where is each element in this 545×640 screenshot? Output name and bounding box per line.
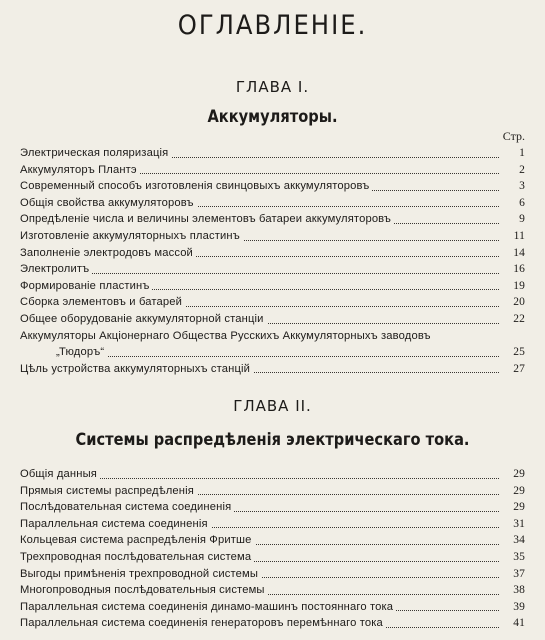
page-column-header: Стр. bbox=[502, 129, 525, 143]
toc-entry-page: 37 bbox=[501, 566, 525, 583]
toc-entry-page: 34 bbox=[501, 532, 525, 549]
toc-entry bbox=[20, 549, 525, 566]
chapter-1-subtitle: Аккумуляторы. bbox=[207, 107, 338, 127]
toc-entry-title: Формированіе пластинъ bbox=[20, 280, 152, 292]
toc-entry-page: 29 bbox=[501, 483, 525, 500]
page-title: ОГЛАВЛЕНІЕ. bbox=[177, 10, 368, 41]
chapter-1-heading: ГЛАВА I. bbox=[235, 78, 310, 96]
toc-entry-page: 14 bbox=[501, 245, 525, 262]
toc-entry bbox=[20, 311, 525, 328]
toc-entry-page: 25 bbox=[501, 344, 525, 361]
toc-entry-page: 9 bbox=[501, 211, 525, 228]
toc-entry-title: Общее оборудованіе аккумуляторной станціи bbox=[20, 313, 267, 325]
toc-entry-page: 29 bbox=[501, 466, 525, 483]
toc-entry-title: Общія свойства аккумуляторовъ bbox=[20, 197, 197, 209]
toc-entry-title: „Тюдоръ“ bbox=[20, 346, 107, 358]
toc-entry bbox=[20, 261, 525, 278]
toc-entry-page: 19 bbox=[501, 278, 525, 295]
toc-entry-title: Параллельная система соединенія динамо-машинъ постояннаго тока bbox=[20, 601, 396, 613]
toc-entry-title: Трехпроводная послѣдовательная система bbox=[20, 551, 254, 563]
toc-entry bbox=[20, 566, 525, 583]
chapter-2-entries bbox=[20, 466, 525, 632]
toc-entry bbox=[20, 145, 525, 162]
toc-entry bbox=[20, 228, 525, 245]
toc-entry-page: 1 bbox=[501, 145, 525, 162]
toc-entry-title: Современный способъ изготовленія свинцовыхъ аккумуляторовъ bbox=[20, 180, 372, 192]
toc-entry-title: Заполненіе электродовъ массой bbox=[20, 247, 196, 259]
toc-entry-title: Параллельная система соединенія генераторовъ перемѣннаго тока bbox=[20, 617, 386, 629]
toc-entry-page: 16 bbox=[501, 261, 525, 278]
toc-entry-title: Изготовленіе аккумуляторныхъ пластинъ bbox=[20, 230, 243, 242]
chapter-2-subtitle: Системы распредѣленія электрическаго тока. bbox=[75, 430, 470, 450]
toc-entry-title: Электрическая поляризація bbox=[20, 147, 171, 159]
toc-entry bbox=[20, 499, 525, 516]
chapter-2-heading: ГЛАВА II. bbox=[233, 397, 312, 415]
toc-entry-page: 3 bbox=[501, 178, 525, 195]
toc-entry bbox=[20, 361, 525, 378]
toc-entry bbox=[20, 278, 525, 295]
toc-entry-title: Послѣдовательная система соединенія bbox=[20, 501, 234, 513]
toc-entry-page: 20 bbox=[501, 294, 525, 311]
toc-entry-title: Многопроводныя послѣдовательныя системы bbox=[20, 584, 268, 596]
toc-entry-page: 39 bbox=[501, 599, 525, 616]
toc-entry bbox=[20, 245, 525, 262]
toc-entry bbox=[20, 615, 525, 632]
toc-entry-title: Кольцевая система распредѣленія Фритше bbox=[20, 534, 255, 546]
chapter-1-entries bbox=[20, 145, 525, 377]
toc-entry-page: 29 bbox=[501, 499, 525, 516]
toc-entry-title: Прямыя системы распредѣленія bbox=[20, 485, 197, 497]
toc-entry bbox=[20, 466, 525, 483]
toc-entry-title: Цѣль устройства аккумуляторныхъ станцій bbox=[20, 363, 253, 375]
toc-entry-page: 11 bbox=[501, 228, 525, 245]
toc-entry-title: Электролитъ bbox=[20, 263, 92, 275]
toc-entry-page: 31 bbox=[501, 516, 525, 533]
toc-entry-title: Выгоды примѣненія трехпроводной системы bbox=[20, 568, 261, 580]
toc-entry bbox=[20, 483, 525, 500]
toc-entry bbox=[20, 328, 525, 345]
toc-entry-title: Опредѣленіе числа и величины элементовъ батареи аккумуляторовъ bbox=[20, 213, 394, 225]
toc-entry-title: Общія данныя bbox=[20, 468, 100, 480]
toc-entry bbox=[20, 162, 525, 179]
toc-entry-page: 6 bbox=[501, 195, 525, 212]
toc-entry-page: 27 bbox=[501, 361, 525, 378]
toc-entry-title: Параллельная система соединенія bbox=[20, 518, 211, 530]
toc-entry bbox=[20, 195, 525, 212]
toc-entry-page: 35 bbox=[501, 549, 525, 566]
toc-entry-page: 38 bbox=[501, 582, 525, 599]
toc-entry-title: Сборка элементовъ и батарей bbox=[20, 296, 185, 308]
toc-entry-title: Аккумуляторы Акціонернаго Общества Русскихъ Аккумуляторныхъ заводовъ bbox=[20, 330, 434, 342]
toc-entry-page: 22 bbox=[501, 311, 525, 328]
toc-entry bbox=[20, 516, 525, 533]
toc-entry bbox=[20, 294, 525, 311]
toc-entry bbox=[20, 599, 525, 616]
toc-entry bbox=[20, 532, 525, 549]
toc-entry bbox=[20, 344, 525, 361]
toc-entry-title: Аккумуляторъ Плантэ bbox=[20, 164, 140, 176]
toc-entry bbox=[20, 211, 525, 228]
toc-entry bbox=[20, 178, 525, 195]
toc-entry-page: 41 bbox=[501, 615, 525, 632]
toc-entry-page: 2 bbox=[501, 162, 525, 179]
toc-entry bbox=[20, 582, 525, 599]
